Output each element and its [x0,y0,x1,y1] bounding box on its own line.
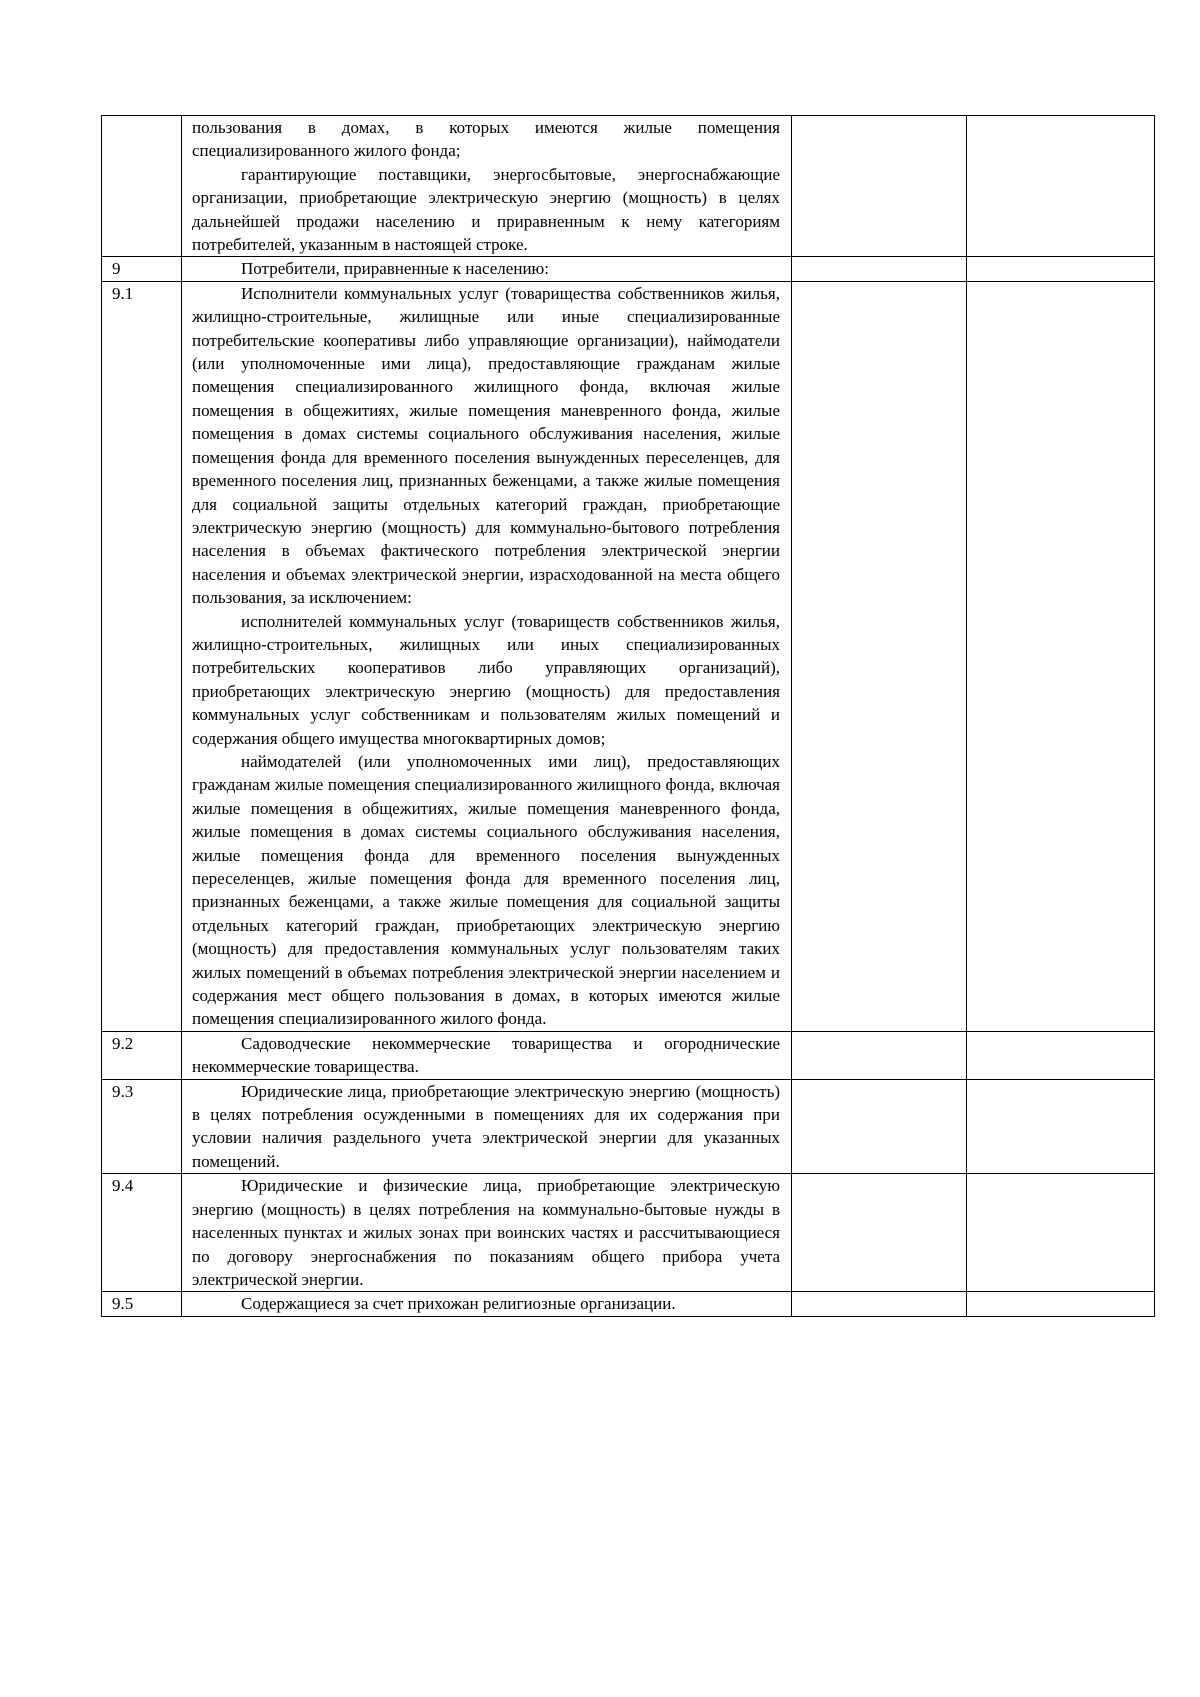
empty-value-cell [792,1031,967,1079]
row-number-cell: 9.3 [102,1079,182,1174]
empty-value-cell [792,281,967,1031]
description-paragraph: Потребители, приравненные к населению: [241,259,549,279]
table-body [102,116,1155,1317]
consumer-description-cell [182,257,792,281]
empty-value-cell [967,257,1155,281]
row-number-cell: 9 [102,257,182,281]
tariff-consumers-table [101,115,1155,1317]
description-paragraph: Садоводческие некоммерческие товарищества и огороднические некоммерческие товарищества. [192,1033,780,1077]
empty-value-cell [967,1174,1155,1292]
description-paragraph: Юридические лица, приобретающие электрическую энергию (мощность) в целях потребления осужденными в помещениях для их содержания при условии наличия раздельного учета электрической энергии для указанных помещений. [192,1081,780,1171]
table-row [102,257,1155,281]
empty-value-cell [967,1079,1155,1174]
consumer-description-cell [182,116,792,257]
description-paragraph: Содержащиеся за счет прихожан религиозные организации. [241,1294,676,1314]
empty-value-cell [792,1174,967,1292]
empty-value-cell [967,281,1155,1031]
row-number-cell: 9.4 [102,1174,182,1292]
table-row [102,1174,1155,1292]
description-paragraph: гарантирующие поставщики, энергосбытовые, энергоснабжающие организации, приобретающие электрическую энергию (мощность) в целях дальнейшей продажи населению и приравненным к нему категориям потребителей, указанным в настоящей строке. [192,164,780,255]
empty-value-cell [967,1031,1155,1079]
empty-value-cell [792,1292,967,1316]
empty-value-cell [967,1292,1155,1316]
consumer-description-cell [182,1174,792,1292]
consumer-description-cell [182,1292,792,1316]
row-number-cell [102,116,182,257]
table-row [102,1031,1155,1079]
consumer-description-cell [182,1031,792,1079]
description-paragraph: Исполнители коммунальных услуг (товарищества собственников жилья, жилищно-строительные, жилищные или иные специализированные потребительские кооперативы либо управляющие организации), наймодатели (или уполномоченные ими лица), предоставляющие гражданам жилые помещения специализированного жилищного фонда, включая жилые помещения в общежитиях, жилые помещения маневренного фонда, жилые помещения в домах системы социального обслуживания населения, жилые помещения фонда для временного поселения вынужденных переселенцев, для временного поселения лиц, признанных беженцами, а также жилые помещения для социальной защиты отдельных категорий граждан, приобретающие электрическую энергию (мощность) для коммунально-бытового потребления населения в объемах фактического потребления электрической энергии населения и объемах электрической энергии, израсходованной на места общего пользования, за исключением: [192,283,780,608]
table-row [102,281,1155,1031]
description-paragraph: пользования в домах, в которых имеются жилые помещения специализированного жилого фонда; [192,118,780,161]
empty-value-cell [792,1079,967,1174]
row-number-cell: 9.2 [102,1031,182,1079]
table-row [102,1292,1155,1316]
empty-value-cell [967,116,1155,257]
table-row [102,116,1155,257]
row-number-cell: 9.1 [102,281,182,1031]
description-paragraph: исполнителей коммунальных услуг (товариществ собственников жилья, жилищно-строительных, жилищных или иных специализированных потребительских кооперативов либо управляющих организаций), приобретающих электрическую энергию (мощность) для предоставления коммунальных услуг собственникам и пользователям жилых помещений и содержания общего имущества многоквартирных домов; [192,611,780,748]
empty-value-cell [792,257,967,281]
row-number-cell: 9.5 [102,1292,182,1316]
consumer-description-cell [182,1079,792,1174]
table-row [102,1079,1155,1174]
description-paragraph: Юридические и физические лица, приобретающие электрическую энергию (мощность) в целях потребления на коммунально-бытовые нужды в населенных пунктах и жилых зонах при воинских частях и рассчитывающиеся по договору энергоснабжения по показаниям общего прибора учета электрической энергии. [192,1176,780,1289]
consumer-description-cell [182,281,792,1031]
empty-value-cell [792,116,967,257]
description-paragraph: наймодателей (или уполномоченных ими лиц), предоставляющих гражданам жилые помещения специализированного жилищного фонда, включая жилые помещения в общежитиях, жилые помещения маневренного фонда, жилые помещения в домах системы социального обслуживания населения, жилые помещения фонда для временного поселения вынужденных переселенцев, жилые помещения фонда для временного поселения лиц, признанных беженцами, а также жилые помещения для социальной защиты отдельных категорий граждан, приобретающих электрическую энергию (мощность) для предоставления коммунальных услуг пользователям таких жилых помещений в объемах потребления электрической энергии населением и содержания мест общего пользования в домах, в которых имеются жилые помещения специализированного жилого фонда. [192,751,780,1029]
